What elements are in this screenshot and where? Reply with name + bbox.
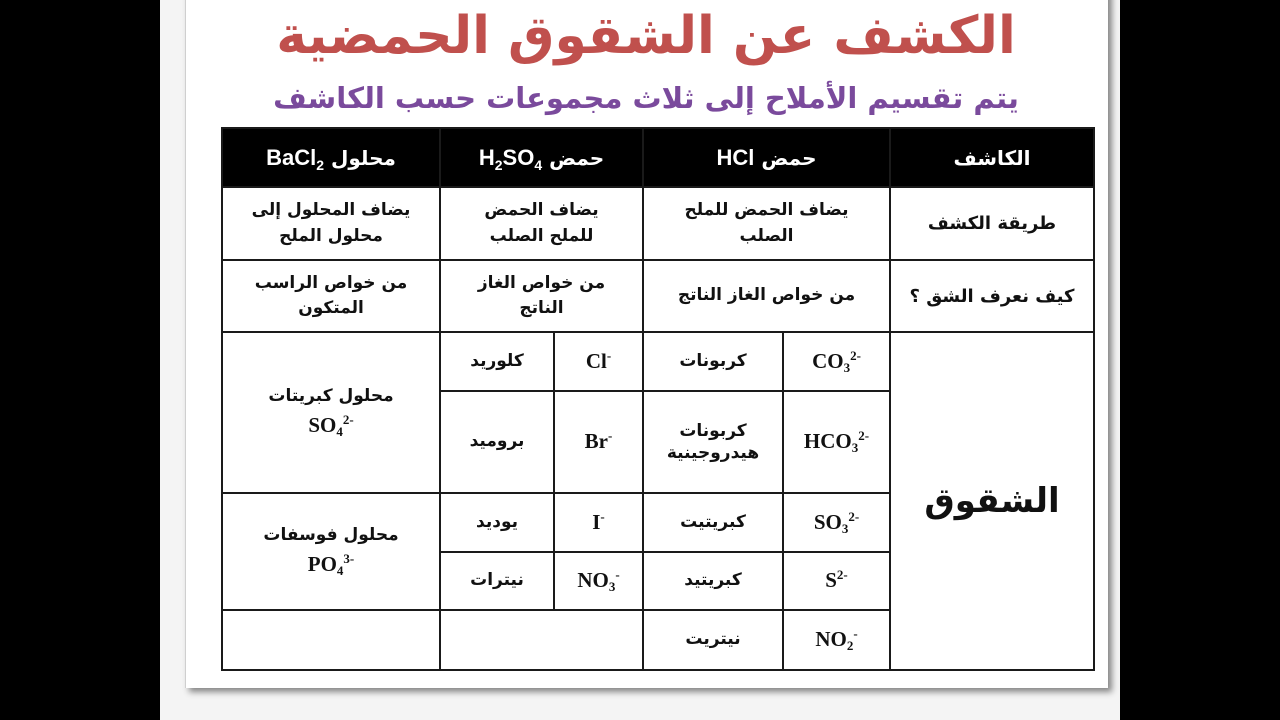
- formula-part: CO: [812, 348, 844, 373]
- formula-subscript: 2: [316, 157, 325, 173]
- formula-charge: 2-: [342, 411, 354, 427]
- radical-solution-label: محلول كبريتات: [268, 386, 394, 406]
- method-label-cell: [890, 187, 1094, 260]
- formula-subscript: 3: [851, 440, 859, 456]
- header-reagent: [890, 128, 1094, 187]
- radical-formula-bromide: [554, 391, 643, 493]
- formula-charge: -: [853, 626, 858, 642]
- formula-charge: 2-: [836, 567, 848, 583]
- formula-charge: 2-: [858, 428, 870, 444]
- method-h2so4-cell: [440, 187, 643, 260]
- formula-charge: -: [606, 347, 612, 363]
- header-bacl2-formula: [266, 145, 325, 173]
- header-h2so4-acid: [440, 128, 643, 187]
- radical-name: كبريتيد: [684, 570, 742, 591]
- method-hcl-cell: [643, 187, 890, 260]
- cell-text-line: الصلب: [739, 225, 794, 246]
- radical-name: بروميد: [469, 431, 525, 452]
- empty-cell: [222, 610, 440, 670]
- radical-formula-chloride: [554, 332, 643, 391]
- formula-part: BaCl: [266, 145, 317, 170]
- header-h2so4-formula: [478, 145, 543, 173]
- radical-name-sulfide: [643, 552, 783, 610]
- radical-name: كبريتيت: [680, 511, 746, 532]
- formula-subscript: 4: [336, 423, 343, 439]
- formula-subscript: 4: [336, 562, 344, 578]
- radicals-label: الشقوق: [924, 480, 1060, 521]
- empty-cell: [440, 610, 643, 670]
- radical-formula-sulfite: [783, 493, 890, 552]
- formula-part: HCO: [803, 429, 852, 454]
- acid-radicals-table: [222, 128, 1094, 670]
- radical-name-iodide: [440, 493, 554, 552]
- header-bacl2-prefix: محلول: [331, 146, 396, 170]
- formula-subscript: 4: [534, 157, 543, 173]
- radical-name-bromide: [440, 391, 554, 493]
- radical-name-carbonate: [643, 332, 783, 391]
- method-bacl2-cell: [222, 187, 440, 260]
- row-label: طريقة الكشف: [927, 213, 1057, 234]
- radical-name: كربونات: [679, 350, 747, 371]
- formula-charge: -: [608, 428, 613, 444]
- cell-text-line: يضاف المحلول إلى: [251, 200, 411, 220]
- identify-h2so4-cell: [440, 260, 643, 332]
- radical-formula-phosphate: [308, 549, 355, 581]
- radical-name: نيتريت: [685, 629, 741, 650]
- formula-subscript: 3: [608, 579, 616, 595]
- formula-charge: 2-: [848, 508, 860, 524]
- formula-part: S: [825, 568, 837, 593]
- cell-text-line: من خواص الراسب: [254, 272, 408, 293]
- cell-text-line: للملح الصلب: [489, 225, 594, 246]
- page-title: الكشف عن الشقوق الحمضية: [276, 6, 1016, 66]
- formula-part: SO: [502, 145, 535, 170]
- formula-subscript: 3: [843, 359, 851, 375]
- formula-part: SO: [308, 412, 337, 437]
- radical-phosphate-cell: [222, 493, 440, 610]
- header-bacl2-solution: [222, 128, 440, 187]
- radical-formula-nitrite: [783, 610, 890, 670]
- cell-text-line: من خواص الغاز الناتج: [677, 285, 856, 306]
- formula-part: I: [592, 509, 601, 534]
- header-hcl-prefix: حمض: [761, 146, 817, 170]
- radical-solution-label: محلول فوسفات: [263, 525, 399, 545]
- radical-name-nitrite: [643, 610, 783, 670]
- cell-text-line: المتكون: [298, 298, 364, 318]
- formula-subscript: 2: [846, 638, 854, 654]
- formula-charge: -: [600, 508, 605, 524]
- radical-formula-bicarbonate: [783, 391, 890, 493]
- formula-part: SO: [813, 509, 842, 534]
- header-reagent-label: الكاشف: [953, 145, 1031, 170]
- radical-formula-iodide: [554, 493, 643, 552]
- cell-text-line: الناتج: [519, 298, 564, 318]
- radical-name: يوديد: [476, 511, 518, 532]
- cell-text-line: يضاف الحمض: [484, 200, 599, 220]
- radical-formula-nitrate: [554, 552, 643, 610]
- formula-part: H: [478, 145, 495, 170]
- identify-hcl-cell: [643, 260, 890, 332]
- formula-subscript: 2: [494, 157, 503, 173]
- radical-formula-carbonate: [783, 332, 890, 391]
- radical-name-nitrate: [440, 552, 554, 610]
- radical-name: هيدروجينية: [666, 443, 760, 463]
- radical-name: كلوريد: [470, 350, 524, 371]
- identify-bacl2-cell: [222, 260, 440, 332]
- formula-charge: -: [615, 567, 620, 583]
- radical-name: نيترات: [470, 570, 524, 591]
- header-h2so4-prefix: حمض: [549, 146, 605, 170]
- radical-sulfate-cell: [222, 332, 440, 493]
- formula-part: NO: [577, 568, 609, 593]
- header-hcl-formula: HCl: [716, 145, 755, 170]
- cell-text-line: من خواص الغاز: [477, 272, 606, 293]
- cell-text-line: محلول الملح: [279, 225, 383, 246]
- page-subtitle: يتم تقسيم الأملاح إلى ثلاث مجموعات حسب الكاشف: [273, 81, 1019, 115]
- formula-part: Cl: [585, 348, 607, 373]
- formula-part: PO: [307, 551, 337, 576]
- formula-charge: 3-: [343, 550, 355, 566]
- row-label: كيف نعرف الشق ؟: [909, 285, 1075, 307]
- radical-name: كربونات: [679, 420, 747, 441]
- formula-charge: 2-: [850, 347, 861, 363]
- radical-name-sulfite: [643, 493, 783, 552]
- radical-formula-sulfate: [308, 410, 353, 442]
- formula-part: NO: [815, 627, 847, 652]
- identify-label-cell: [890, 260, 1094, 332]
- radical-formula-sulfide: [783, 552, 890, 610]
- header-hcl-acid: [643, 128, 890, 187]
- radicals-label-cell: [890, 332, 1094, 670]
- cell-text-line: يضاف الحمض للملح: [684, 200, 849, 220]
- formula-part: Br: [584, 429, 608, 454]
- radical-name-chloride: [440, 332, 554, 391]
- formula-subscript: 3: [841, 520, 849, 536]
- radical-name-bicarbonate: [643, 391, 783, 493]
